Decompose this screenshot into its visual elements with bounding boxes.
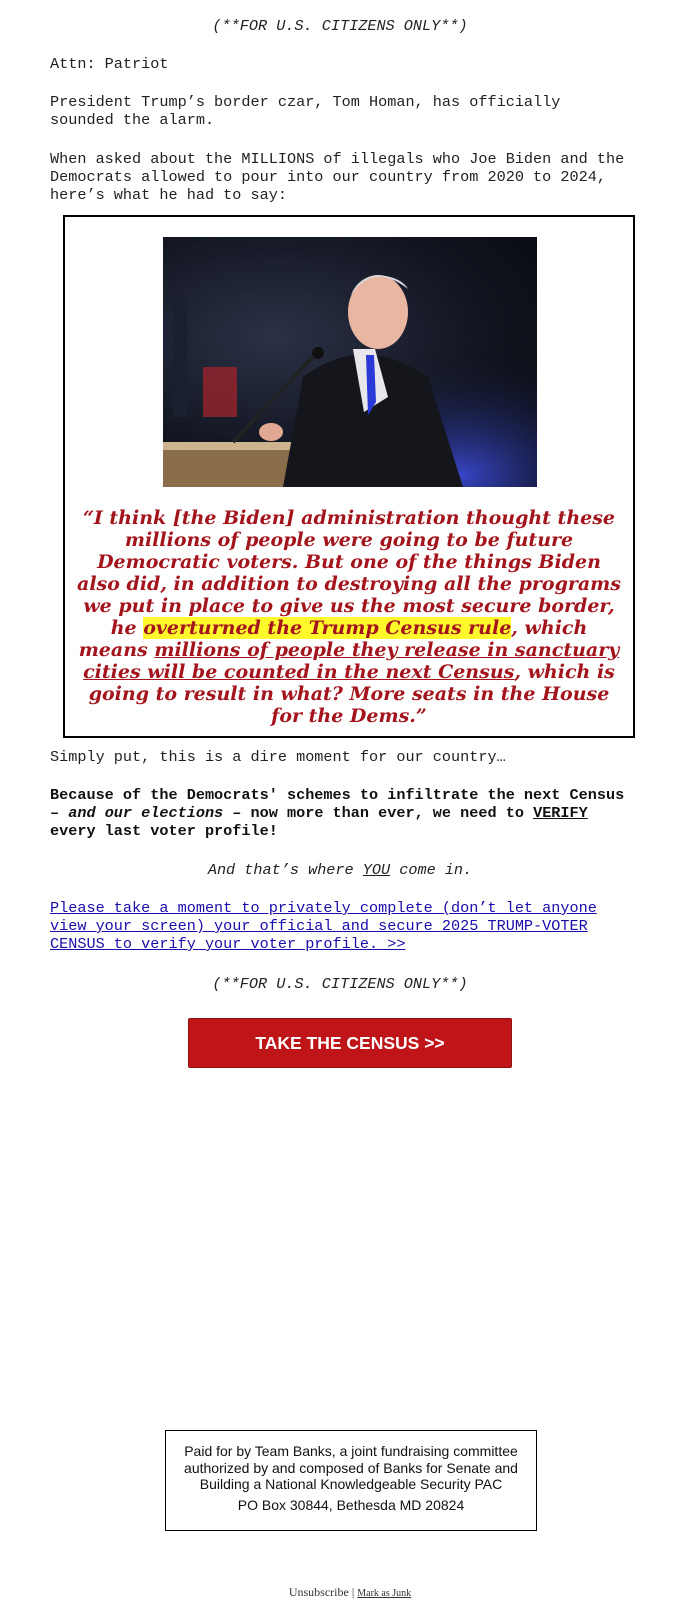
- you-text-a: And that’s where: [207, 861, 363, 879]
- verify-text-a: Because of the Democrats' schemes to infiltrate the next Census –: [50, 786, 625, 822]
- verify-text-italic: and our elections: [68, 804, 224, 822]
- verify-text-b: – now more than ever, we need to: [223, 804, 534, 822]
- paid-for-text: Paid for by Team Banks, a joint fundraising committee authorized by and composed of Banks for Senate and Building a National Knowledgeable Security PAC: [184, 1443, 518, 1492]
- mark-as-junk-link[interactable]: Mark as Junk: [357, 1588, 412, 1599]
- you-text-b: come in.: [390, 861, 473, 879]
- you-word: YOU: [362, 861, 391, 879]
- greeting: Attn: Patriot: [50, 55, 169, 73]
- disclaimer-box: [165, 1430, 537, 1531]
- verify-word: VERIFY: [533, 804, 588, 822]
- quote-box: [63, 215, 635, 738]
- link-separator: |: [348, 1585, 358, 1599]
- quote-underlined: millions of people they release in sanctuary cities will be counted in the next Census: [83, 639, 620, 683]
- bottom-links: [0, 1585, 700, 1600]
- quote-highlight: overturned the Trump Census rule: [143, 617, 512, 639]
- verify-text-c: every last voter profile!: [50, 822, 278, 840]
- quote-part-3: , which is going to result in what? More seats in the House for the Dems.”: [88, 661, 615, 727]
- unsubscribe-link[interactable]: Unsubscribe: [288, 1585, 349, 1599]
- citizens-only-notice: (**FOR U.S. CITIZENS ONLY**): [212, 17, 468, 35]
- take-census-button[interactable]: TAKE THE CENSUS >>: [188, 1018, 512, 1068]
- speaker-photo: [163, 237, 537, 487]
- homan-quote: [73, 507, 625, 727]
- context-paragraph: When asked about the MILLIONS of illegals who Joe Biden and the Democrats allowed to pour into our country from 2020 to 2024, here’s what he had to say:: [50, 150, 625, 204]
- quote-part-2: , which means: [78, 617, 588, 661]
- census-link-paragraph: [50, 899, 630, 953]
- citizens-only-notice-bottom: (**FOR U.S. CITIZENS ONLY**): [212, 975, 468, 993]
- you-come-in-paragraph: [50, 861, 630, 879]
- census-link[interactable]: Please take a moment to privately complete (don’t let anyone view your screen) your official and secure 2025 TRUMP-VOTER CENSUS to verify your voter profile. >>: [50, 899, 597, 953]
- postal-address: PO Box 30844, Bethesda MD 20824: [237, 1497, 465, 1513]
- intro-paragraph: President Trump’s border czar, Tom Homan, has officially sounded the alarm.: [50, 93, 561, 129]
- quote-part-1: “I think [the Biden] administration thought these millions of people were going to be future Democratic voters. But one of the things Biden also did, in addition to destroying all the programs we put in place to give us the most secure border, he: [77, 507, 621, 639]
- dire-moment-paragraph: Simply put, this is a dire moment for our country…: [50, 748, 506, 766]
- verify-paragraph: [50, 786, 630, 840]
